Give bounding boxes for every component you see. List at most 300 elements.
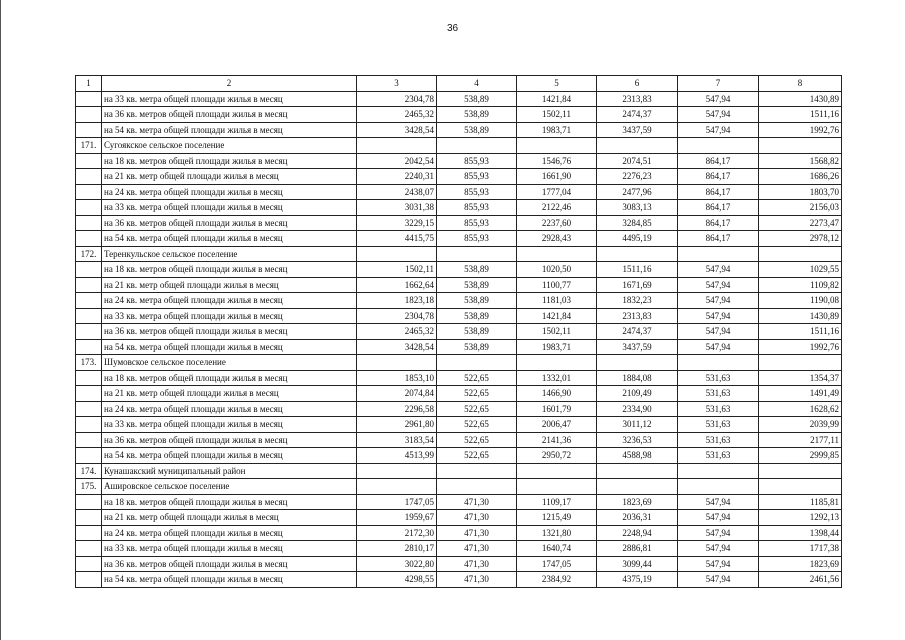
value-cell: 2950,72	[517, 448, 597, 464]
table-row	[76, 262, 842, 278]
value-cell	[678, 246, 759, 262]
value-cell: 855,93	[437, 153, 517, 169]
row-number-cell	[76, 386, 102, 402]
value-cell: 1662,64	[357, 277, 437, 293]
value-cell: 1502,11	[357, 262, 437, 278]
value-cell: 2006,47	[517, 417, 597, 433]
row-number-cell: 175.	[76, 479, 102, 495]
value-cell: 522,65	[437, 386, 517, 402]
value-cell: 2109,49	[597, 386, 678, 402]
value-cell	[437, 138, 517, 154]
table-section-row	[76, 463, 842, 479]
row-number-cell	[76, 448, 102, 464]
value-cell: 3428,54	[357, 339, 437, 355]
value-cell: 1491,49	[759, 386, 842, 402]
value-cell: 4375,19	[597, 572, 678, 588]
value-cell: 864,17	[678, 200, 759, 216]
value-cell: 4513,99	[357, 448, 437, 464]
row-number-cell	[76, 308, 102, 324]
value-cell: 1185,81	[759, 494, 842, 510]
value-cell: 3428,54	[357, 122, 437, 138]
description-cell: на 33 кв. метра общей площади жилья в месяц	[102, 541, 357, 557]
description-cell: на 21 кв. метр общей площади жилья в месяц	[102, 277, 357, 293]
value-cell: 855,93	[437, 169, 517, 185]
row-number-cell	[76, 494, 102, 510]
description-cell: на 18 кв. метров общей площади жилья в месяц	[102, 262, 357, 278]
table-row	[76, 308, 842, 324]
value-cell: 2036,31	[597, 510, 678, 526]
value-cell: 531,63	[678, 386, 759, 402]
row-number-cell	[76, 184, 102, 200]
value-cell: 1884,08	[597, 370, 678, 386]
value-cell: 547,94	[678, 525, 759, 541]
value-cell: 2273,47	[759, 215, 842, 231]
row-number-cell	[76, 401, 102, 417]
value-cell: 2240,31	[357, 169, 437, 185]
column-header: 5	[517, 76, 597, 92]
value-cell: 2237,60	[517, 215, 597, 231]
value-cell: 2074,51	[597, 153, 678, 169]
value-cell: 538,89	[437, 277, 517, 293]
row-number-cell	[76, 107, 102, 123]
table-row	[76, 401, 842, 417]
value-cell: 1421,84	[517, 308, 597, 324]
value-cell: 2276,23	[597, 169, 678, 185]
value-cell	[357, 138, 437, 154]
value-cell: 1823,69	[597, 494, 678, 510]
table-row	[76, 339, 842, 355]
value-cell: 1640,74	[517, 541, 597, 557]
value-cell: 864,17	[678, 215, 759, 231]
value-cell	[759, 463, 842, 479]
value-cell	[517, 138, 597, 154]
value-cell: 1661,90	[517, 169, 597, 185]
value-cell: 2474,37	[597, 107, 678, 123]
row-number-cell	[76, 215, 102, 231]
column-header: 2	[102, 76, 357, 92]
value-cell: 1686,26	[759, 169, 842, 185]
value-cell: 2384,92	[517, 572, 597, 588]
value-cell: 538,89	[437, 91, 517, 107]
value-cell: 2978,12	[759, 231, 842, 247]
value-cell	[517, 246, 597, 262]
value-cell	[678, 463, 759, 479]
value-cell	[759, 355, 842, 371]
value-cell: 864,17	[678, 184, 759, 200]
value-cell: 471,30	[437, 541, 517, 557]
row-number-cell	[76, 153, 102, 169]
value-cell: 2177,11	[759, 432, 842, 448]
value-cell: 1181,03	[517, 293, 597, 309]
description-cell: на 24 кв. метра общей площади жилья в месяц	[102, 525, 357, 541]
description-cell: на 36 кв. метров общей площади жилья в месяц	[102, 107, 357, 123]
value-cell: 2465,32	[357, 107, 437, 123]
table-row	[76, 91, 842, 107]
value-cell: 547,94	[678, 494, 759, 510]
value-cell	[597, 463, 678, 479]
value-cell: 471,30	[437, 556, 517, 572]
column-header: 6	[597, 76, 678, 92]
value-cell: 2172,30	[357, 525, 437, 541]
row-number-cell	[76, 572, 102, 588]
value-cell: 522,65	[437, 417, 517, 433]
value-cell: 547,94	[678, 510, 759, 526]
value-cell	[437, 246, 517, 262]
value-cell: 1853,10	[357, 370, 437, 386]
value-cell: 2039,99	[759, 417, 842, 433]
table-row	[76, 417, 842, 433]
value-cell: 1109,17	[517, 494, 597, 510]
value-cell: 1321,80	[517, 525, 597, 541]
value-cell: 2074,84	[357, 386, 437, 402]
table-section-row	[76, 355, 842, 371]
value-cell: 1398,44	[759, 525, 842, 541]
settlement-name-cell: Теренкульское сельское поселение	[102, 246, 357, 262]
value-cell: 3284,85	[597, 215, 678, 231]
value-cell: 3437,59	[597, 339, 678, 355]
description-cell: на 18 кв. метров общей площади жилья в месяц	[102, 494, 357, 510]
value-cell: 3022,80	[357, 556, 437, 572]
description-cell: на 21 кв. метр общей площади жилья в месяц	[102, 386, 357, 402]
value-cell: 538,89	[437, 308, 517, 324]
value-cell: 864,17	[678, 153, 759, 169]
description-cell: на 21 кв. метр общей площади жилья в месяц	[102, 169, 357, 185]
value-cell: 3437,59	[597, 122, 678, 138]
value-cell: 1983,71	[517, 122, 597, 138]
value-cell	[759, 138, 842, 154]
table-row	[76, 153, 842, 169]
table-row	[76, 184, 842, 200]
row-number-cell	[76, 339, 102, 355]
value-cell: 522,65	[437, 370, 517, 386]
table-row	[76, 277, 842, 293]
value-cell: 531,63	[678, 417, 759, 433]
value-cell: 538,89	[437, 324, 517, 340]
value-cell	[678, 138, 759, 154]
value-cell: 547,94	[678, 122, 759, 138]
value-cell: 1020,50	[517, 262, 597, 278]
value-cell: 471,30	[437, 494, 517, 510]
value-cell: 3229,15	[357, 215, 437, 231]
table-row	[76, 231, 842, 247]
value-cell: 4588,98	[597, 448, 678, 464]
value-cell	[517, 463, 597, 479]
row-number-cell: 174.	[76, 463, 102, 479]
description-cell: на 36 кв. метров общей площади жилья в месяц	[102, 556, 357, 572]
row-number-cell	[76, 525, 102, 541]
column-header: 7	[678, 76, 759, 92]
value-cell: 538,89	[437, 293, 517, 309]
value-cell	[437, 479, 517, 495]
description-cell: на 54 кв. метра общей площади жилья в месяц	[102, 231, 357, 247]
description-cell: на 36 кв. метров общей площади жилья в месяц	[102, 324, 357, 340]
value-cell: 3183,54	[357, 432, 437, 448]
table-row	[76, 324, 842, 340]
value-cell: 864,17	[678, 231, 759, 247]
description-cell: на 33 кв. метра общей площади жилья в месяц	[102, 417, 357, 433]
row-number-cell	[76, 262, 102, 278]
value-cell: 1466,90	[517, 386, 597, 402]
value-cell: 547,94	[678, 556, 759, 572]
value-cell	[357, 246, 437, 262]
description-cell: на 54 кв. метра общей площади жилья в месяц	[102, 448, 357, 464]
table-row	[76, 494, 842, 510]
value-cell	[759, 479, 842, 495]
table-section-row	[76, 246, 842, 262]
value-cell: 2999,85	[759, 448, 842, 464]
row-number-cell: 171.	[76, 138, 102, 154]
row-number-cell	[76, 293, 102, 309]
value-cell: 1992,76	[759, 122, 842, 138]
value-cell: 1803,70	[759, 184, 842, 200]
value-cell: 2810,17	[357, 541, 437, 557]
value-cell: 1747,05	[357, 494, 437, 510]
value-cell: 2334,90	[597, 401, 678, 417]
row-number-cell	[76, 122, 102, 138]
value-cell: 1628,62	[759, 401, 842, 417]
settlement-name-cell: Ашировское сельское поселение	[102, 479, 357, 495]
value-cell: 855,93	[437, 200, 517, 216]
value-cell: 522,65	[437, 401, 517, 417]
row-number-cell	[76, 200, 102, 216]
description-cell: на 36 кв. метров общей площади жилья в месяц	[102, 432, 357, 448]
value-cell: 1717,38	[759, 541, 842, 557]
row-number-cell	[76, 510, 102, 526]
value-cell	[678, 355, 759, 371]
value-cell: 1215,49	[517, 510, 597, 526]
value-cell: 2304,78	[357, 91, 437, 107]
value-cell	[759, 246, 842, 262]
value-cell: 2465,32	[357, 324, 437, 340]
value-cell	[597, 355, 678, 371]
table-header-row	[76, 76, 842, 92]
value-cell	[437, 463, 517, 479]
value-cell: 538,89	[437, 339, 517, 355]
table-section-row	[76, 138, 842, 154]
column-header: 8	[759, 76, 842, 92]
value-cell: 1823,18	[357, 293, 437, 309]
description-cell: на 24 кв. метра общей площади жилья в месяц	[102, 401, 357, 417]
value-cell: 1502,11	[517, 107, 597, 123]
value-cell: 547,94	[678, 91, 759, 107]
value-cell: 1421,84	[517, 91, 597, 107]
description-cell: на 54 кв. метра общей площади жилья в месяц	[102, 572, 357, 588]
value-cell: 522,65	[437, 432, 517, 448]
value-cell: 522,65	[437, 448, 517, 464]
value-cell	[357, 355, 437, 371]
value-cell	[357, 463, 437, 479]
value-cell	[597, 479, 678, 495]
description-cell: на 24 кв. метра общей площади жилья в месяц	[102, 293, 357, 309]
value-cell: 1502,11	[517, 324, 597, 340]
value-cell: 471,30	[437, 572, 517, 588]
row-number-cell	[76, 91, 102, 107]
value-cell: 855,93	[437, 231, 517, 247]
table-row	[76, 510, 842, 526]
value-cell: 1292,13	[759, 510, 842, 526]
row-number-cell: 172.	[76, 246, 102, 262]
table-row	[76, 448, 842, 464]
value-cell: 538,89	[437, 262, 517, 278]
value-cell: 855,93	[437, 215, 517, 231]
value-cell: 4495,19	[597, 231, 678, 247]
value-cell: 2474,37	[597, 324, 678, 340]
table-row	[76, 169, 842, 185]
value-cell: 547,94	[678, 308, 759, 324]
value-cell: 1190,08	[759, 293, 842, 309]
settlement-name-cell: Сугоякское сельское поселение	[102, 138, 357, 154]
value-cell: 471,30	[437, 525, 517, 541]
description-cell: на 18 кв. метров общей площади жилья в месяц	[102, 153, 357, 169]
column-header: 4	[437, 76, 517, 92]
settlement-name-cell: Шумовское сельское поселение	[102, 355, 357, 371]
value-cell: 547,94	[678, 262, 759, 278]
value-cell: 1430,89	[759, 308, 842, 324]
value-cell: 2928,43	[517, 231, 597, 247]
value-cell: 4298,55	[357, 572, 437, 588]
value-cell: 2313,83	[597, 308, 678, 324]
value-cell: 864,17	[678, 169, 759, 185]
row-number-cell	[76, 324, 102, 340]
value-cell: 2122,46	[517, 200, 597, 216]
table-row	[76, 386, 842, 402]
value-cell: 1332,01	[517, 370, 597, 386]
value-cell: 1029,55	[759, 262, 842, 278]
tariff-table	[75, 75, 842, 588]
description-cell: на 33 кв. метра общей площади жилья в месяц	[102, 308, 357, 324]
value-cell: 1430,89	[759, 91, 842, 107]
value-cell: 538,89	[437, 122, 517, 138]
table-row	[76, 432, 842, 448]
value-cell: 1959,67	[357, 510, 437, 526]
value-cell: 1109,82	[759, 277, 842, 293]
value-cell: 1100,77	[517, 277, 597, 293]
value-cell: 3031,38	[357, 200, 437, 216]
value-cell: 2248,94	[597, 525, 678, 541]
value-cell: 1671,69	[597, 277, 678, 293]
value-cell	[357, 479, 437, 495]
value-cell: 2296,58	[357, 401, 437, 417]
value-cell	[597, 138, 678, 154]
value-cell: 1546,76	[517, 153, 597, 169]
value-cell: 531,63	[678, 448, 759, 464]
value-cell: 1823,69	[759, 556, 842, 572]
value-cell	[437, 355, 517, 371]
table-row	[76, 370, 842, 386]
value-cell: 1511,16	[759, 107, 842, 123]
table-row	[76, 572, 842, 588]
value-cell: 1354,37	[759, 370, 842, 386]
value-cell: 1777,04	[517, 184, 597, 200]
row-number-cell	[76, 169, 102, 185]
row-number-cell	[76, 417, 102, 433]
description-cell: на 33 кв. метра общей площади жилья в месяц	[102, 200, 357, 216]
value-cell: 547,94	[678, 541, 759, 557]
value-cell: 1747,05	[517, 556, 597, 572]
row-number-cell: 173.	[76, 355, 102, 371]
value-cell: 2042,54	[357, 153, 437, 169]
value-cell: 1511,16	[597, 262, 678, 278]
description-cell: на 18 кв. метров общей площади жилья в месяц	[102, 370, 357, 386]
value-cell: 531,63	[678, 432, 759, 448]
value-cell: 2961,80	[357, 417, 437, 433]
table-row	[76, 556, 842, 572]
value-cell: 3099,44	[597, 556, 678, 572]
value-cell: 1992,76	[759, 339, 842, 355]
value-cell: 2304,78	[357, 308, 437, 324]
value-cell	[517, 479, 597, 495]
value-cell: 1601,79	[517, 401, 597, 417]
value-cell: 2438,07	[357, 184, 437, 200]
value-cell: 547,94	[678, 293, 759, 309]
table-row	[76, 293, 842, 309]
table-row	[76, 107, 842, 123]
settlement-name-cell: Кунашакский муниципальный район	[102, 463, 357, 479]
value-cell	[517, 355, 597, 371]
value-cell: 547,94	[678, 107, 759, 123]
row-number-cell	[76, 231, 102, 247]
value-cell: 3083,13	[597, 200, 678, 216]
value-cell: 531,63	[678, 370, 759, 386]
value-cell: 538,89	[437, 107, 517, 123]
description-cell: на 54 кв. метра общей площади жилья в месяц	[102, 339, 357, 355]
value-cell: 2141,36	[517, 432, 597, 448]
value-cell: 2156,03	[759, 200, 842, 216]
table-row	[76, 541, 842, 557]
value-cell: 547,94	[678, 324, 759, 340]
description-cell: на 36 кв. метров общей площади жилья в месяц	[102, 215, 357, 231]
description-cell: на 24 кв. метра общей площади жилья в месяц	[102, 184, 357, 200]
value-cell: 4415,75	[357, 231, 437, 247]
value-cell: 547,94	[678, 277, 759, 293]
row-number-cell	[76, 277, 102, 293]
value-cell: 3236,53	[597, 432, 678, 448]
table-row	[76, 200, 842, 216]
value-cell: 2886,81	[597, 541, 678, 557]
row-number-cell	[76, 370, 102, 386]
value-cell: 1568,82	[759, 153, 842, 169]
value-cell: 2313,83	[597, 91, 678, 107]
value-cell	[597, 246, 678, 262]
value-cell: 547,94	[678, 339, 759, 355]
description-cell: на 33 кв. метра общей площади жилья в месяц	[102, 91, 357, 107]
column-header: 1	[76, 76, 102, 92]
value-cell: 3011,12	[597, 417, 678, 433]
column-header: 3	[357, 76, 437, 92]
value-cell	[678, 479, 759, 495]
row-number-cell	[76, 432, 102, 448]
page-number: 36	[446, 23, 459, 34]
page-edge-line	[0, 0, 1, 640]
value-cell: 2461,56	[759, 572, 842, 588]
value-cell: 1511,16	[759, 324, 842, 340]
row-number-cell	[76, 541, 102, 557]
value-cell: 471,30	[437, 510, 517, 526]
row-number-cell	[76, 556, 102, 572]
value-cell: 531,63	[678, 401, 759, 417]
table-row	[76, 215, 842, 231]
description-cell: на 54 кв. метра общей площади жилья в месяц	[102, 122, 357, 138]
value-cell: 855,93	[437, 184, 517, 200]
value-cell: 2477,96	[597, 184, 678, 200]
table-section-row	[76, 479, 842, 495]
value-cell: 1832,23	[597, 293, 678, 309]
value-cell: 547,94	[678, 572, 759, 588]
table-row	[76, 122, 842, 138]
value-cell: 1983,71	[517, 339, 597, 355]
description-cell: на 21 кв. метр общей площади жилья в месяц	[102, 510, 357, 526]
table-row	[76, 525, 842, 541]
